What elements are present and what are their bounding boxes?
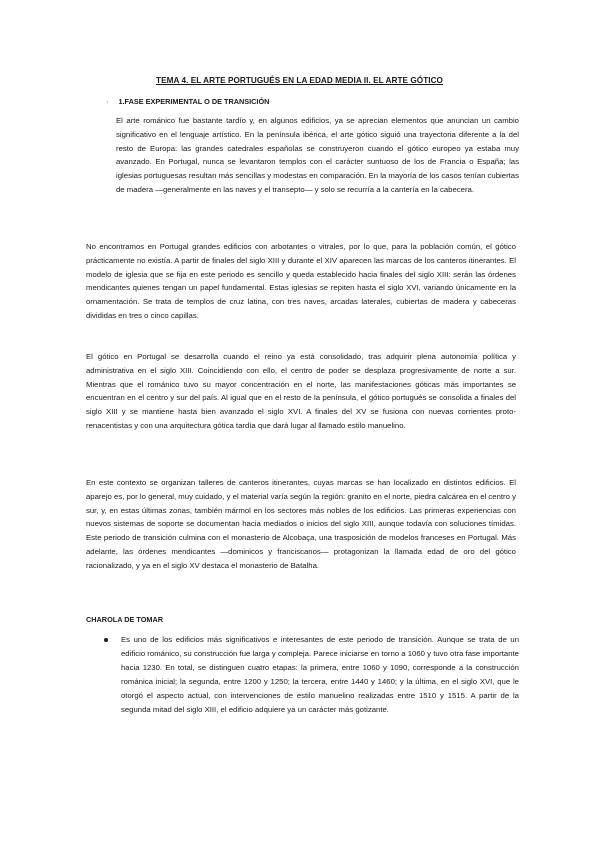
subheading: CHAROLA DE TOMAR	[86, 615, 164, 624]
section-marker: ·	[106, 97, 109, 106]
paragraph: El gótico en Portugal se desarrolla cuando el reino ya está consolidado, tras adquirir plena autonomía política y administrativa en el siglo XIII. Coincidiendo con ello, el centro de poder se desplaza progresivamente de norte a sur. Mientras que el románico tuvo su mayor concentración en el norte, las manifestaciones góticas más importantes se encuentran en el centro y sur del país. Al igual que en el resto de la península, el gótico portugués se consolida a finales del siglo XIII y se mantiene hasta bien avanzado el siglo XVI. A finales del XV se fusiona con nuevas corrientes proto-renacentistas y con una arquitectura gótica tardía que dará lugar al llamado estilo manuelino.	[86, 352, 516, 430]
bullet-item: Es uno de los edificios más significativos e interesantes de este periodo de transición. Aunque se trata de un edificio románico, su construcción fue larga y compleja. Parece iniciarse en torno a 1060 y tuvo otra fase importante hacia 1230. En total, se distinguen cuatro etapas: la primera, entre 1060 y 1090, corresponde a la construcción románica inicial; la segunda, entre 1200 y 1250; la tercera, entre 1440 y 1460; y la última, en el siglo XVI, que le otorgó el aspecto actual, con intervenciones de estilo manuelino realizadas entre 1510 y 1515. A partir de la segunda mitad del siglo XIII, el edificio adquiere ya un carácter más gotizante.	[121, 635, 519, 714]
section-heading	[106, 97, 269, 106]
document-title: TEMA 4. EL ARTE PORTUGUÉS EN LA EDAD MEDIA II. EL ARTE GÓTICO	[156, 76, 443, 85]
bullet-list	[104, 633, 519, 717]
paragraph: En este contexto se organizan talleres de canteros itinerantes, cuyas marcas se han localizado en distintos edificios. El aparejo es, por lo general, muy cuidado, y el material varía según la región: granito en el norte, piedra calcárea en el centro y sur, y, en estas últimas zonas, también mármol en los sectores más nobles de los edificios. Las primeras experiencias con nuevos sistemas de soporte se documentan hacia mediados o inicios del siglo XIII, aunque todavía con soluciones tímidas. Este periodo de transición culmina con el monasterio de Alcobaça, una trasposición de modelos franceses en Portugal. Más adelante, las órdenes mendicantes —dominicos y franciscanos— protagonizan la llamada edad de oro del gótico racionalizado, y ya en el siglo XV destaca el monasterio de Batalha.	[86, 478, 516, 570]
paragraph: No encontramos en Portugal grandes edificios con arbotantes o vitrales, por lo que, para la población común, el gótico prácticamente no existía. A partir de finales del siglo XIII y durante el XIV aparecen las marcas de los canteros itinerantes. El modelo de iglesia que se fija en este periodo es sencillo y queda establecido hacia finales del siglo XIII: serán las órdenes mendicantes quienes tengan un papel fundamental. Estas iglesias se repiten hasta el siglo XVI, variando únicamente en la ornamentación. Se trata de templos de cruz latina, con tres naves, arcadas laterales, cubiertas de madera y cabeceras divididas en tres o cinco capillas.	[86, 242, 516, 320]
section-heading-text: 1.FASE EXPERIMENTAL O DE TRANSICIÓN	[118, 97, 270, 106]
paragraph: El arte románico fue bastante tardío y, en algunos edificios, ya se aprecian elementos que anuncian un cambio significativo en el lenguaje artístico. En la península ibérica, el arte gótico siguió una trayectoria diferente a la del resto de Europa: las grandes catedrales españolas se construyeron cuando el gótico europeo ya estaba muy avanzado. En Portugal, nunca se levantaron templos con el carácter suntuoso de los de Francia o España; las iglesias portuguesas resultan más sencillas y modestas en comparación. En la mayoría de los casos tenían cubiertas de madera —generalmente en las naves y el transepto— y solo se recurría a la cantería en la cabecera.	[116, 116, 519, 194]
bullet-icon	[104, 638, 108, 642]
